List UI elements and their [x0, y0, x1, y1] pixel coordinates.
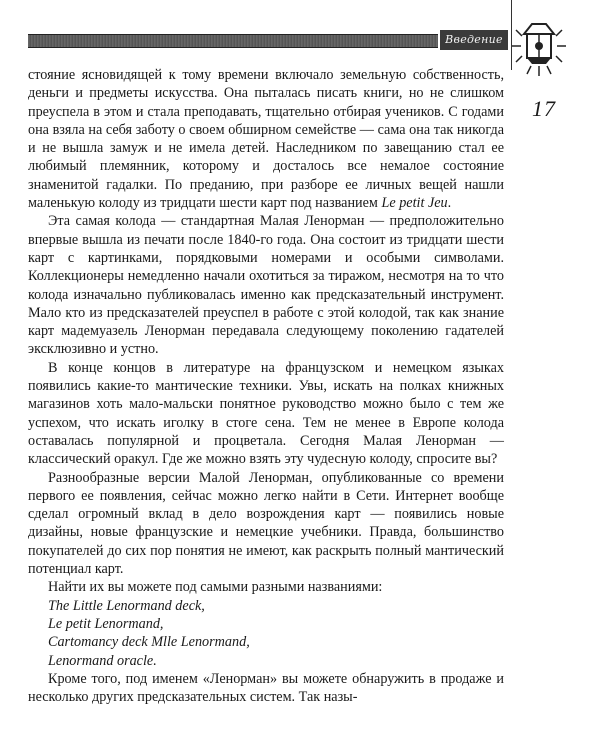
- paragraph-1-end: .: [447, 195, 452, 212]
- section-label: Введение: [440, 30, 508, 50]
- lantern-icon: [508, 0, 568, 80]
- deck-name-italic: Le petit Jeu: [381, 195, 448, 212]
- paragraph-4: Разнообразные версии Малой Ленорман, опубликованные со времени первого ее появления, сейчас можно легко найти в Сети. Интернет вообще сделал огромный вклад в дело возрождения карт — появились новые дизайны, новые французские и немецкие учебники. Правда, большинство покупателей до сих пор понятия не имеют, как раскрыть полный мантический потенциал карт.: [28, 469, 504, 578]
- paragraph-1-text: стояние ясновидящей к тому времени включало земельную собственность, деньги и предметы искусства. Она пыталась писать книги, но не слишком преуспела в этом и стала преподавать, тщательно отбирая учеников. С годами она взяла на себя заботу о своем обширном семействе — сама она так никогда и не вышла замуж и не имела детей. Наследником по завещанию стал ее любимый племянник, которому и досталось все немалое состояние знаменитой гадалки. По преданию, при разборе ее личных вещей нашли маленькую колоду из тридцати шести карт под названием: [28, 67, 504, 212]
- paragraph-1: [28, 66, 504, 212]
- paragraph-5: Найти их вы можете под самыми разными названиями:: [48, 579, 383, 596]
- page-number: 17: [532, 96, 556, 121]
- body-text: [28, 66, 504, 706]
- paragraph-3: В конце концов в литературе на французском и немецком языках появились какие-то мантические техники. Увы, искать на полках книжных магазинов хоть мало-мальски понятное руководство можно было с тем же успехом, что искать иголку в стоге сена. Тем не менее в Европе колода оставалась популярной и процветала. Сегодня Малая Ленорман — классический оракул. Где же можно взять эту чудесную колоду, спросите вы?: [28, 359, 504, 468]
- deck-title-item: Lenormand oracle.: [48, 652, 157, 669]
- deck-title-item: Cartomancy deck Mlle Lenormand,: [48, 634, 250, 651]
- deck-title-item: Le petit Lenormand,: [48, 615, 164, 632]
- paragraph-6: Кроме того, под именем «Ленорман» вы можете обнаружить в продаже и несколько других предсказательных систем. Так назы-: [28, 670, 504, 706]
- paragraph-2: Эта самая колода — стандартная Малая Ленорман — предположительно впервые вышла из печати после 1840-го года. Она состоит из тридцати шести карт с картинками, порядковыми номерами и особыми символами. Коллекционеры немедленно начали охотиться за тиражом, несмотря на то что колода изначально публиковалась именно как предсказательный инструмент. Мало кто из предсказателей преуспел в работе с этой колодой, так как знание карт мадемуазель Ленорман передавала следующему поколению гадателей эксклюзивно и устно.: [28, 213, 504, 358]
- deck-title-item: The Little Lenormand deck,: [48, 597, 205, 614]
- deck-titles-list: [28, 597, 504, 670]
- header-rule: [28, 34, 438, 48]
